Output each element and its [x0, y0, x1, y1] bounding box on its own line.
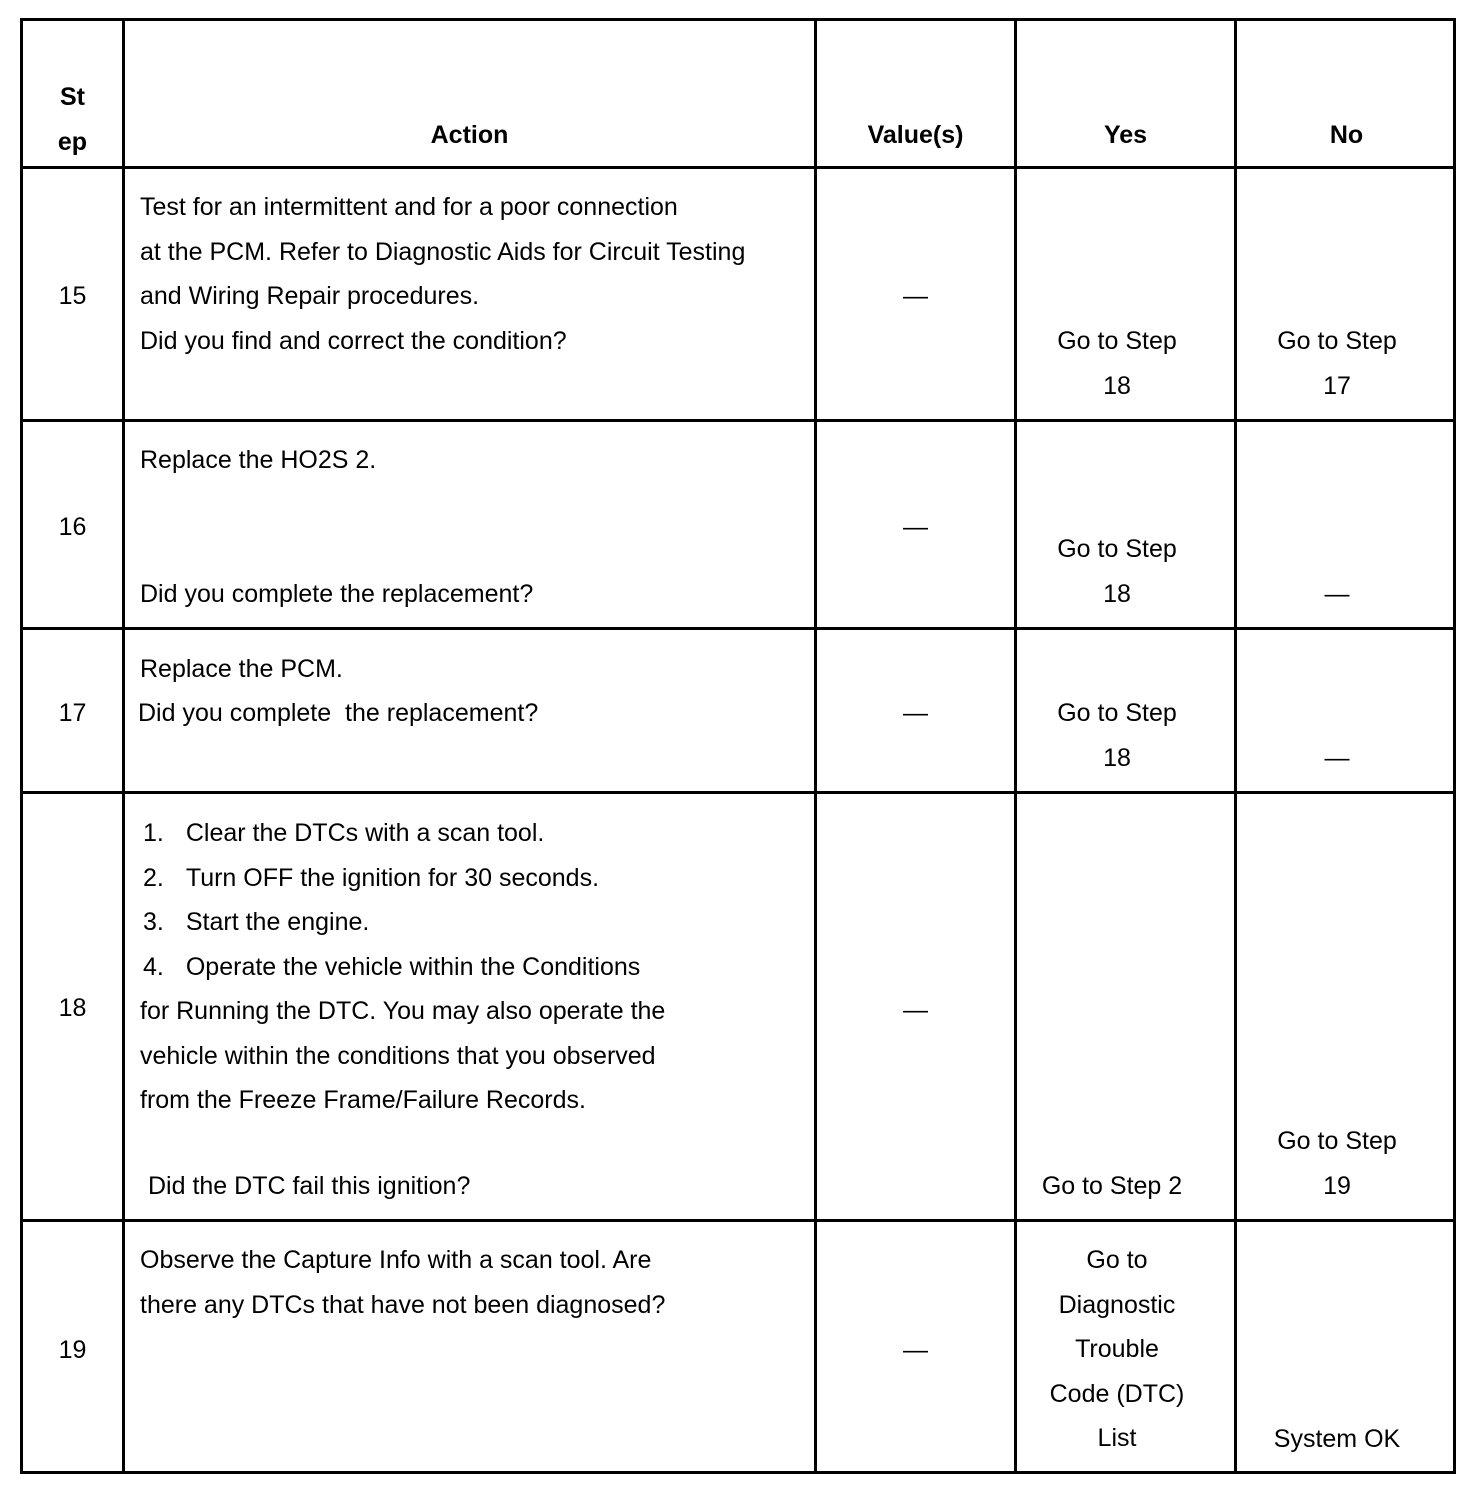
- column-divider: [814, 21, 817, 1471]
- yes-line: Go to: [1086, 1246, 1148, 1274]
- yes-line: 18: [1103, 371, 1131, 400]
- action-line: there any DTCs that have not been diagnosed?: [140, 1290, 666, 1319]
- action-line: for Running the DTC. You may also operate the: [140, 997, 666, 1025]
- yes-link[interactable]: [1017, 1238, 1217, 1461]
- row-divider: [23, 627, 1453, 630]
- step-number: 19: [58, 1336, 87, 1364]
- yes-link[interactable]: [1017, 319, 1217, 408]
- action-numbered-list: [143, 811, 640, 989]
- header-values: Value(s): [867, 121, 964, 149]
- value-dash: —: [903, 996, 928, 1024]
- no-text: System OK: [1273, 1425, 1401, 1453]
- yes-link[interactable]: [1017, 527, 1217, 616]
- value-dash: —: [903, 513, 928, 541]
- row-divider: [23, 1219, 1453, 1222]
- header-action: Action: [430, 121, 509, 149]
- value-dash: —: [903, 1336, 928, 1364]
- header-no: No: [1329, 121, 1364, 149]
- list-number: 1.: [143, 819, 164, 847]
- list-item: [143, 811, 640, 856]
- yes-line: List: [1097, 1424, 1137, 1452]
- list-number: 2.: [143, 863, 164, 892]
- step-number: 15: [58, 282, 87, 310]
- list-text: Clear the DTCs with a scan tool.: [185, 819, 545, 847]
- list-item: [143, 900, 640, 945]
- action-question: Did you complete the replacement?: [138, 699, 539, 727]
- yes-link[interactable]: [1017, 691, 1217, 780]
- action-line: Observe the Capture Info with a scan tool. Are: [140, 1246, 652, 1274]
- no-line: Go to Step: [1277, 1127, 1397, 1155]
- yes-line: Trouble: [1075, 1335, 1159, 1363]
- action-continuation: [140, 989, 665, 1123]
- action-line: from the Freeze Frame/Failure Records.: [140, 1086, 586, 1114]
- diagnostic-steps-table: [20, 18, 1456, 1474]
- action-line: and Wiring Repair procedures.: [140, 282, 480, 310]
- list-text: Start the engine.: [185, 908, 370, 936]
- action-line: vehicle within the conditions that you observed: [140, 1041, 656, 1070]
- row-divider: [23, 791, 1453, 794]
- no-link[interactable]: [1237, 319, 1437, 408]
- no-link[interactable]: [1237, 1119, 1437, 1208]
- yes-line: Go to Step: [1057, 535, 1177, 563]
- header-step-line1: St: [60, 83, 85, 111]
- value-dash: —: [903, 282, 928, 310]
- value-dash: —: [903, 699, 928, 727]
- row-divider: [23, 419, 1453, 422]
- header-step-line2: ep: [57, 127, 88, 156]
- action-line: Test for an intermittent and for a poor connection: [140, 193, 678, 221]
- row-divider: [23, 166, 1453, 169]
- no-dash: —: [1324, 744, 1350, 772]
- no-dash: —: [1324, 580, 1350, 608]
- yes-line: 18: [1103, 579, 1131, 608]
- step-number: 16: [58, 513, 87, 541]
- action-text: Replace the PCM.: [140, 655, 343, 683]
- column-divider: [122, 21, 125, 1471]
- no-line: 19: [1323, 1171, 1351, 1200]
- yes-line: Code (DTC): [1049, 1379, 1185, 1408]
- no-line: Go to Step: [1277, 327, 1397, 355]
- yes-link[interactable]: Go to Step 2: [1041, 1172, 1183, 1200]
- list-text: Turn OFF the ignition for 30 seconds.: [185, 863, 600, 892]
- list-number: 4.: [143, 952, 164, 981]
- yes-line: Diagnostic: [1058, 1290, 1176, 1319]
- list-number: 3.: [143, 908, 164, 936]
- yes-line: 18: [1103, 743, 1131, 772]
- yes-line: Go to Step: [1057, 699, 1177, 727]
- step-number: 17: [58, 699, 87, 727]
- action-question: Did you complete the replacement?: [140, 580, 534, 608]
- list-item: [143, 945, 640, 990]
- action-text: [140, 1238, 665, 1327]
- action-line: at the PCM. Refer to Diagnostic Aids for Circuit Testing: [140, 237, 746, 266]
- action-text: [140, 185, 745, 363]
- list-text: Operate the vehicle within the Conditions: [185, 952, 641, 981]
- list-item: [143, 856, 640, 901]
- action-line: Did you find and correct the condition?: [140, 326, 567, 355]
- yes-line: Go to Step: [1057, 327, 1177, 355]
- no-line: 17: [1323, 371, 1351, 400]
- step-number: 18: [58, 994, 87, 1022]
- action-question: Did the DTC fail this ignition?: [148, 1172, 471, 1200]
- action-text: Replace the HO2S 2.: [140, 446, 377, 474]
- header-step: [23, 75, 122, 164]
- header-yes: Yes: [1103, 121, 1148, 149]
